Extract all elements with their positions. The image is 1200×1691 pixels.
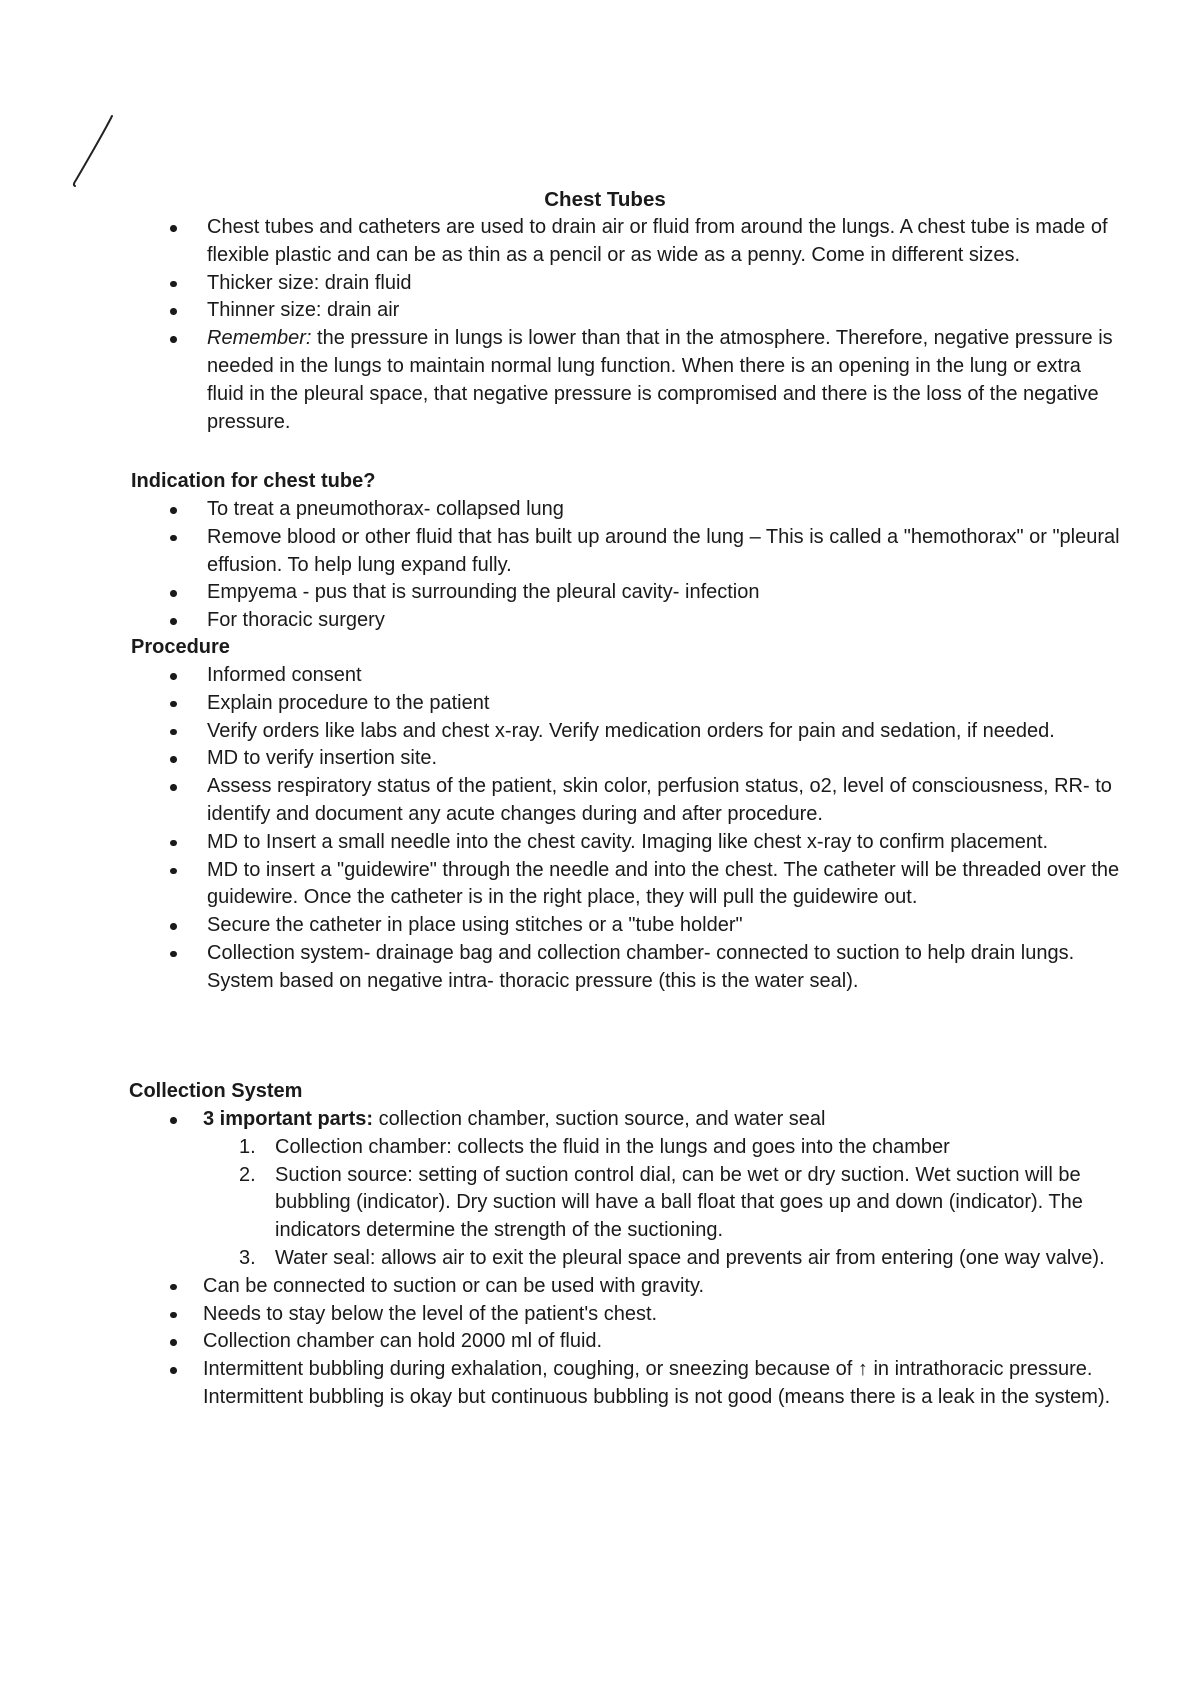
pen-stroke-mark — [68, 112, 118, 188]
list-item-text: Needs to stay below the level of the patient's chest. — [203, 1302, 658, 1325]
procedure-list — [0, 662, 1120, 996]
section-heading-collection: Collection System — [129, 1080, 303, 1102]
list-item-text: Secure the catheter in place using stitches or a "tube holder" — [207, 914, 743, 937]
parts-label: 3 important parts: — [203, 1108, 374, 1130]
list-item — [0, 857, 1120, 913]
item-number: 1. — [239, 1135, 256, 1158]
item-number: 2. — [239, 1163, 256, 1186]
item-number: 3. — [239, 1246, 256, 1269]
list-item — [0, 912, 1120, 940]
list-item — [0, 1356, 1120, 1412]
list-item-text: Chest tubes and catheters are used to drain air or fluid from around the lungs. A chest tube is made of flexible plastic and can be as thin as a pencil or as wide as a penny. Come in different sizes. — [207, 216, 1108, 266]
list-item-text: Informed consent — [207, 664, 362, 686]
list-item — [0, 940, 1120, 996]
list-item — [0, 718, 1120, 746]
list-item-text: Intermittent bubbling during exhalation, coughing, or sneezing because of ↑ in intrathoracic pressure. Intermittent bubbling is okay but continuous bubbling is not good (means there is a leak in the system). — [203, 1358, 1111, 1408]
list-item — [0, 607, 1120, 635]
list-item-text: MD to verify insertion site. — [207, 747, 438, 770]
list-item — [0, 214, 1120, 270]
list-item-text: Can be connected to suction or can be used with gravity. — [203, 1274, 705, 1297]
list-item-remember — [0, 325, 1120, 436]
parts-text: collection chamber, suction source, and water seal — [373, 1108, 826, 1130]
remember-text: the pressure in lungs is lower than that in the atmosphere. Therefore, negative pressure is needed in the lungs to maintain normal lung function. When there is an opening in the lung or extra fluid in the pleural space, that negative pressure is compromised and there is the loss of the negative pressure. — [207, 327, 1113, 433]
list-item-parts — [0, 1106, 1120, 1273]
list-item — [0, 524, 1120, 580]
numbered-item — [203, 1162, 1120, 1245]
list-item-text: Explain procedure to the patient — [207, 691, 490, 714]
list-item-text: MD to Insert a small needle into the chest cavity. Imaging like chest x-ray to confirm placement. — [207, 830, 1049, 853]
list-item-text: To treat a pneumothorax- collapsed lung — [207, 498, 564, 520]
list-item — [0, 297, 1120, 325]
list-item — [0, 773, 1120, 829]
list-item-text: Assess respiratory status of the patient, skin color, perfusion status, o2, level of consciousness, RR- to identify and document any acute changes during and after procedure. — [207, 775, 1112, 825]
item-text: Suction source: setting of suction control dial, can be wet or dry suction. Wet suction will be bubbling (indicator). Dry suction will have a ball float that goes up and down (indicator). The indicators determine the strength of the suctioning. — [275, 1163, 1083, 1242]
page-title: Chest Tubes — [544, 188, 666, 211]
numbered-item — [203, 1245, 1120, 1273]
indication-list — [0, 496, 1120, 635]
list-item-text: MD to insert a "guidewire" through the needle and into the chest. The catheter will be threaded over the guidewire. Once the catheter is in the right place, they will pull the guidewire out. — [207, 858, 1120, 909]
list-item — [0, 829, 1120, 857]
section-heading-procedure: Procedure — [131, 636, 230, 658]
list-item — [0, 1328, 1120, 1356]
list-item-text: Collection system- drainage bag and collection chamber- connected to suction to help drain lungs. System based on negative intra- thoracic pressure (this is the water seal). — [207, 941, 1075, 992]
list-item — [0, 1273, 1120, 1301]
list-item-text: Verify orders like labs and chest x-ray. Verify medication orders for pain and sedation, if needed. — [207, 719, 1055, 742]
intro-bullet-list — [0, 214, 1120, 436]
list-item-text: Thinner size: drain air — [207, 299, 400, 322]
list-item — [0, 690, 1120, 718]
list-item — [0, 1301, 1120, 1329]
list-item — [0, 496, 1120, 524]
list-item — [0, 745, 1120, 773]
list-item-text: Collection chamber can hold 2000 ml of fluid. — [203, 1330, 603, 1353]
parts-numbered-list — [203, 1134, 1120, 1273]
collection-list — [0, 1106, 1120, 1412]
list-item-text: Empyema - pus that is surrounding the pleural cavity- infection — [207, 581, 760, 604]
section-heading-indication: Indication for chest tube? — [131, 470, 376, 492]
item-text: Collection chamber: collects the fluid in the lungs and goes into the chamber — [275, 1135, 950, 1158]
list-item-text: Thicker size: drain fluid — [207, 271, 412, 294]
list-item-text: Remove blood or other fluid that has built up around the lung – This is called a "hemothorax" or "pleural effusion. To help lung expand fully. — [207, 525, 1120, 576]
list-item — [0, 579, 1120, 607]
list-item — [0, 662, 1120, 690]
item-text: Water seal: allows air to exit the pleural space and prevents air from entering (one way valve). — [275, 1246, 1105, 1269]
numbered-item — [203, 1134, 1120, 1162]
remember-label: Remember: — [207, 327, 312, 350]
list-item-text: For thoracic surgery — [207, 609, 385, 632]
list-item — [0, 270, 1120, 298]
